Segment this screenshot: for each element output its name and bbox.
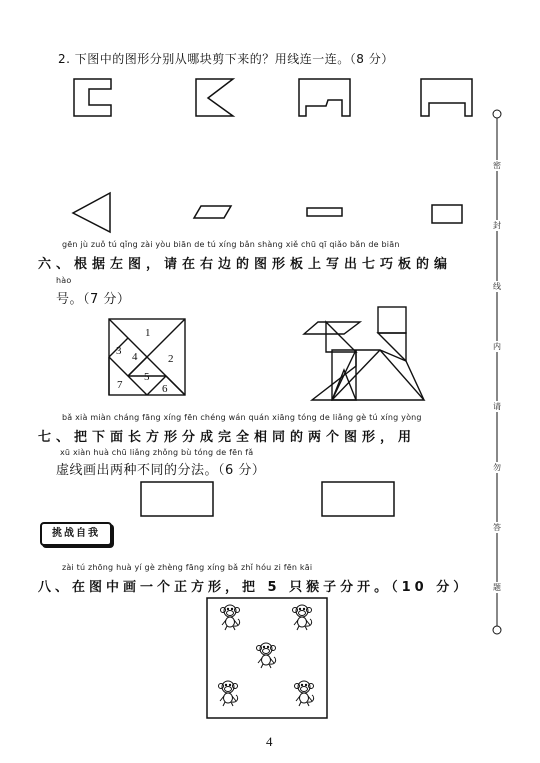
q7-rectangle-2 — [321, 481, 397, 519]
tangram-square — [108, 318, 188, 398]
seal-char: 勿 — [493, 463, 501, 472]
seal-line — [491, 108, 503, 638]
q7-line-2: 虚线画出两种不同的分法。（6 分） — [56, 463, 266, 478]
q8-pinyin-1: zài tú zhōng huà yí gè zhèng fāng xíng bǎ zhǐ hóu zi fēn kāi — [62, 563, 313, 572]
q2-piece-triangle — [72, 192, 114, 234]
q2-board-2 — [195, 78, 235, 118]
tangram-num-6: 6 — [162, 383, 168, 395]
q7-line-1: 七、把下面长方形分成完全相同的两个图形，用 — [38, 430, 417, 445]
monkey-icon — [257, 643, 276, 668]
seal-char: 题 — [493, 583, 501, 592]
monkey-icon — [221, 605, 240, 630]
q7-pinyin-2: xū xiàn huà chū liǎng zhǒng bù tóng de fēn fǎ — [60, 448, 254, 457]
q6-pinyin-1: gēn jù zuǒ tú qǐng zài yòu biān de tú xíng bǎn shàng xiě chū qī qiǎo bǎn de biān — [62, 240, 400, 249]
seal-char: 请 — [493, 402, 501, 411]
q2-text: 2. 下图中的图形分别从哪块剪下来的？用线连一连。（8 分） — [58, 52, 394, 66]
monkey-box — [206, 597, 330, 721]
tangram-num-1: 1 — [145, 327, 151, 339]
q6-pinyin-2: hào — [56, 276, 72, 285]
seal-char: 内 — [493, 342, 501, 351]
seal-char: 答 — [493, 523, 501, 532]
q2-piece-bar — [306, 207, 346, 219]
tangram-num-7: 7 — [117, 379, 123, 391]
challenge-badge: 挑战自我 — [40, 522, 112, 546]
q7-pinyin-1: bǎ xià miàn cháng fāng xíng fēn chéng wán quán xiāng tóng de liǎng gè tú xíng yòng — [62, 413, 422, 422]
q2-piece-parallelogram — [193, 205, 233, 221]
monkey-icon — [295, 681, 314, 706]
seal-char: 封 — [493, 221, 501, 230]
monkey-icon — [293, 605, 312, 630]
tangram-num-5: 5 — [144, 371, 150, 383]
q2-board-3 — [298, 78, 354, 118]
q2-piece-rectangle — [431, 204, 467, 226]
q2-board-1 — [73, 78, 113, 118]
tangram-num-4: 4 — [132, 351, 138, 363]
monkey-icon — [219, 681, 238, 706]
q7-rectangle-1 — [140, 481, 216, 519]
tangram-num-2: 2 — [168, 353, 174, 365]
seal-char: 密 — [493, 161, 501, 170]
tangram-num-3: 3 — [116, 345, 122, 357]
q2-board-4 — [420, 78, 476, 118]
q8-line-1: 八、在图中画一个正方形，把 5 只猴子分开。（10 分） — [38, 580, 471, 595]
page-number: 4 — [266, 734, 273, 749]
q6-line-2: 号。（7 分） — [56, 292, 131, 307]
seal-char: 线 — [493, 282, 501, 291]
q6-line-1: 六、根据左图，请在右边的图形板上写出七巧板的编 — [38, 257, 453, 272]
tangram-figure-board — [304, 306, 444, 410]
